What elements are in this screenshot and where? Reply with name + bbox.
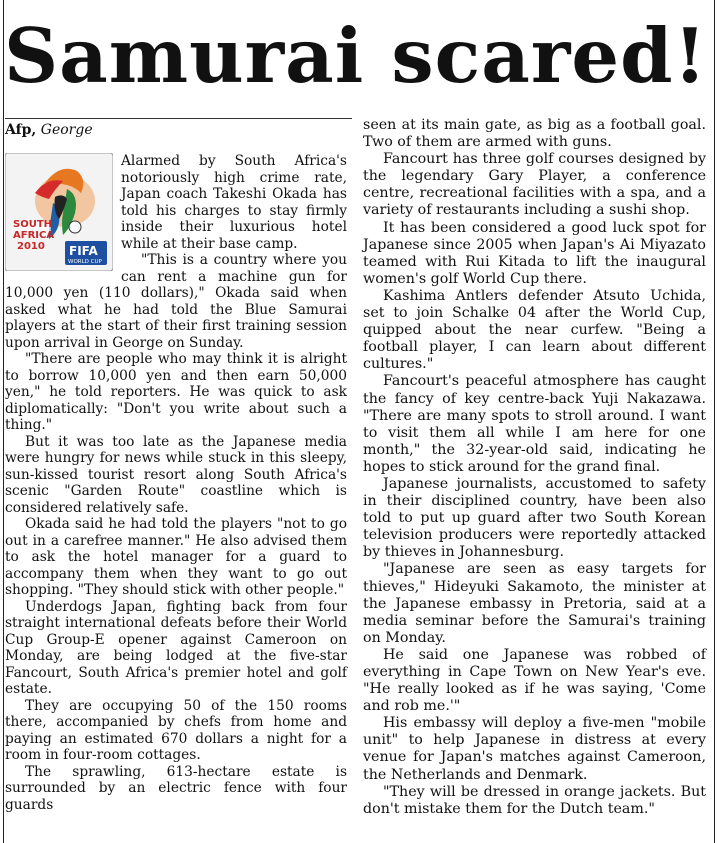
paragraph: It has been considered a good luck spot for Japanese since 2005 when Japan's Ai Miyazato teamed with Rui Kitada to lift the inaugural women's golf World Cup there. — [363, 219, 706, 287]
left-column-rule — [3, 0, 4, 843]
paragraph: "There are people who may think it is alright to borrow 10,000 yen and then earn 50,000 yen," he told reporters. He was quick to ask diplomatically: "Don't you write about such a thing." — [5, 351, 347, 433]
paragraph: But it was too late as the Japanese media were hungry for news while stuck in this sleepy, sun-kissed tourist resort along South Africa's scenic "Garden Route" coastline which is considered relatively safe. — [5, 433, 347, 516]
paragraph: Japanese journalists, accustomed to safety in their disciplined country, have been also told to put up guard after two South Korean television producers were reportedly attacked by thieves in Johannesburg. — [363, 475, 706, 561]
paragraph: seen at its main gate, as big as a football goal. Two of them are armed with guns. — [363, 117, 706, 151]
paragraph: They are occupying 50 of the 150 rooms there, accompanied by chefs from home and paying an estimated 670 dollars a night for a room in four-room cottages. — [5, 697, 347, 763]
byline-place: George — [40, 122, 93, 138]
right-column-rule — [714, 0, 715, 843]
paragraph: He said one Japanese was robbed of everything in Cape Town on New Year's eve. "He really looked as if he was saying, 'Come and rob me.'" — [363, 646, 706, 715]
logo-ball-icon — [69, 221, 81, 233]
article-column-2 — [363, 117, 706, 818]
article-column-1 — [5, 117, 347, 813]
logo-text-africa: AFRICA — [13, 230, 55, 241]
logo-text-south: SOUTH — [13, 219, 53, 230]
paragraph: The sprawling, 613-hectare estate is surrounded by an electric fence with four guards — [5, 763, 347, 813]
logo-text-world-cup: WORLD CUP — [68, 259, 102, 265]
paragraph: Alarmed by South Africa's notoriously high crime rate, Japan coach Takeshi Okada has told his charges to stay firmly inside their luxurious hotel while at their base camp. — [121, 153, 347, 252]
paragraph: Kashima Antlers defender Atsuto Uchida, set to join Schalke 04 after the World Cup, quipped about the near curfew. "Being a football player, I can learn about different cultures." — [363, 287, 706, 373]
world-cup-logo-icon — [5, 153, 113, 271]
paragraph: "They will be dressed in orange jackets. But don't mistake them for the Dutch team." — [363, 783, 706, 817]
headline: Samurai scared! — [4, 12, 708, 100]
paragraph: "This is a country where you can rent a machine gun for 10,000 yen (110 dollars)," Okada said when asked what he had told the Blue Samurai players at the start of their first training session upon arrival in George on Sunday. — [5, 252, 347, 351]
paragraph: Underdogs Japan, fighting back from four straight international defeats before their World Cup Group-E opener against Cameroon on Monday, are being lodged at the five-star Fancourt, South Africa's premier hotel and golf estate. — [5, 598, 347, 697]
logo-text-fifa: FIFA — [69, 244, 98, 258]
paragraph: "Japanese are seen as easy targets for thieves," Hideyuki Sakamoto, the minister at the Japanese embassy in Pretoria, said at a media seminar before the Samurai's training on Monday. — [363, 561, 706, 646]
paragraph: His embassy will deploy a five-men "mobile unit" to help Japanese in distress at every venue for Japan's matches against Cameroon, the Netherlands and Denmark. — [363, 715, 706, 783]
world-cup-logo — [5, 153, 113, 271]
paragraph: Fancourt's peaceful atmosphere has caught the fancy of key centre-back Yuji Nakazawa. "There are many spots to stroll around. I want to visit them all while I am here for one month," the 32-year-old said, indicating he hopes to stick around for the grand final. — [363, 373, 706, 475]
paragraph: Okada said he had told the players "not to go out in a carefree manner." He also advised them to ask the hotel manager for a guard to accompany them when they want to go out shopping. "They should stick with other people." — [5, 516, 347, 598]
byline-agency: Afp, — [5, 122, 37, 138]
paragraph: Fancourt has three golf courses designed by the legendary Gary Player, a conference centre, recreational facilities with a spa, and a variety of restaurants including a sushi shop. — [363, 151, 706, 219]
logo-text-year: 2010 — [17, 241, 45, 252]
byline — [5, 117, 347, 139]
